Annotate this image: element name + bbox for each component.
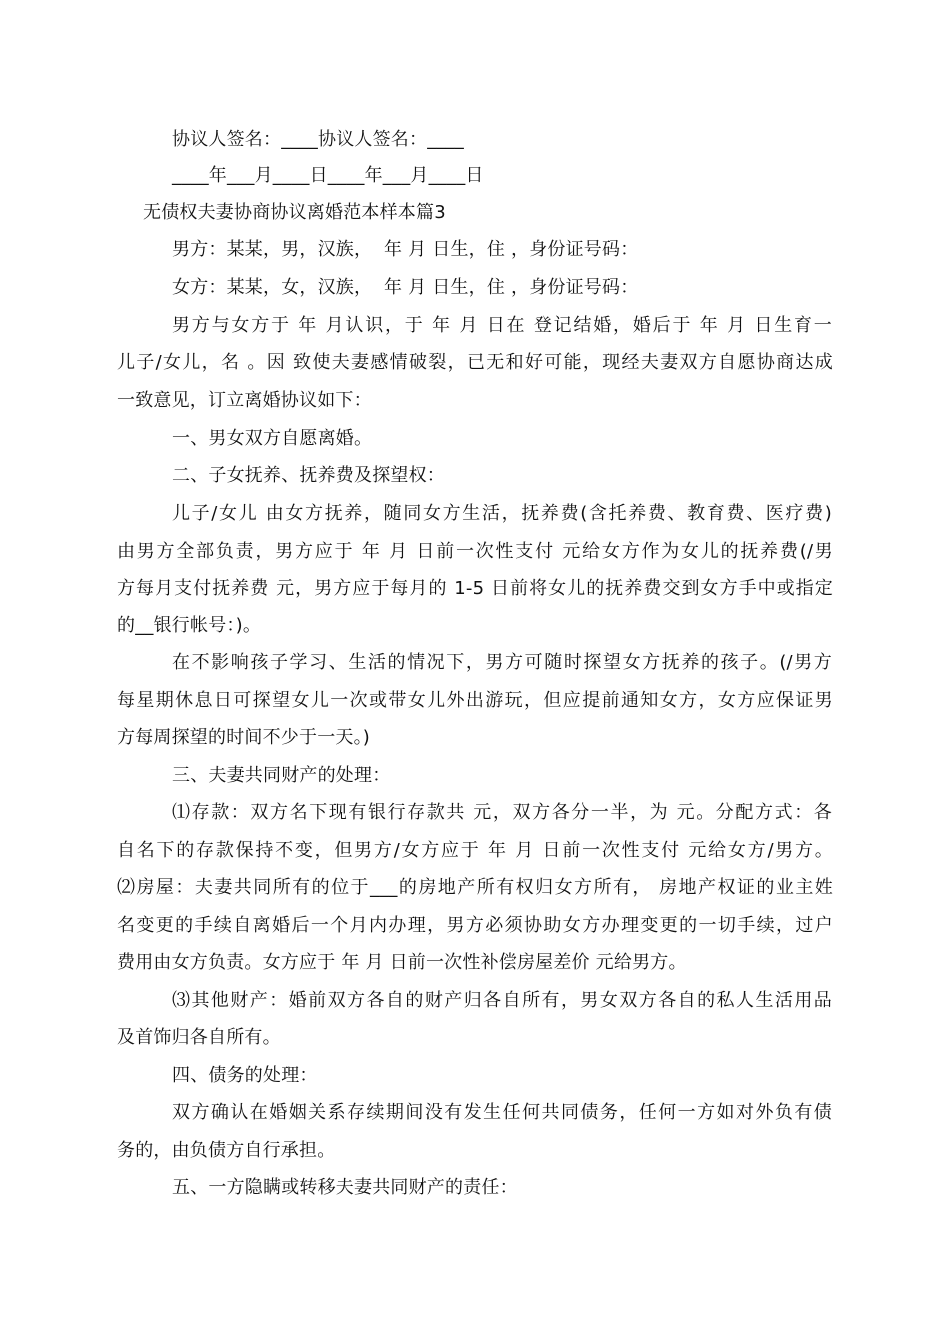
paragraph-line: 方每周探望的时间不少于一天。) <box>117 727 371 748</box>
paragraph-line: 儿子/女儿，名 。因 致使夫妻感情破裂，已无和好可能，现经夫妻双方自愿协商达成 <box>117 352 833 373</box>
paragraph-line: 名变更的手续自离婚后一个月内办理，男方必须协助女方办理变更的一切手续，过户 <box>117 915 833 936</box>
paragraph-line: 自名下的存款保持不变，但男方/女方应于 年 月 日前一次性支付 元给女方/男方。 <box>117 840 833 861</box>
paragraph-line: 在不影响孩子学习、生活的情况下，男方可随时探望女方抚养的孩子。(/男方 <box>172 652 832 673</box>
paragraph-line: 一致意见，订立离婚协议如下： <box>117 390 372 411</box>
paragraph-line: 儿子/女儿 由女方抚养，随同女方生活，抚养费(含托养费、教育费、医疗费) <box>172 503 832 524</box>
clause-heading: 一、男女双方自愿离婚。 <box>172 428 373 449</box>
clause-heading: 五、一方隐瞒或转移夫妻共同财产的责任： <box>172 1177 518 1198</box>
paragraph-line: 每星期休息日可探望女儿一次或带女儿外出游玩，但应提前通知女方，女方应保证男 <box>117 690 833 711</box>
paragraph-line: ⑵房屋：夫妻共同所有的位于___的房地产所有权归女方所有， 房地产权证的业主姓 <box>117 877 833 898</box>
paragraph-line: 方每月支付抚养费 元，男方应于每月的 1-5 日前将女儿的抚养费交到女方手中或指定 <box>117 578 833 599</box>
man-info: 男方：某某，男，汉族， 年 月 日生，住 ，身份证号码： <box>172 239 639 260</box>
clause-heading: 四、债务的处理： <box>172 1065 318 1086</box>
paragraph-line: 男方与女方于 年 月认识，于 年 月 日在 登记结婚，婚后于 年 月 日生育一 <box>172 315 832 336</box>
clause-heading: 二、子女抚养、抚养费及探望权： <box>172 465 445 486</box>
paragraph-line: 双方确认在婚姻关系存续期间没有发生任何共同债务，任何一方如对外负有债 <box>172 1102 832 1123</box>
date-line: ____年___月____日____年___月____日 <box>172 165 484 186</box>
paragraph-line: ⑶其他财产：婚前双方各自的财产归各自所有，男女双方各自的私人生活用品 <box>172 990 832 1011</box>
woman-info: 女方：某某，女，汉族， 年 月 日生，住 ，身份证号码： <box>172 277 639 298</box>
paragraph-line: 费用由女方负责。女方应于 年 月 日前一次性补偿房屋差价 元给男方。 <box>117 952 687 973</box>
paragraph-line: 的__银行帐号：)。 <box>117 615 262 636</box>
paragraph-line: 由男方全部负责，男方应于 年 月 日前一次性支付 元给女方作为女儿的抚养费(/男 <box>117 541 833 562</box>
paragraph-line: ⑴存款：双方名下现有银行存款共 元，双方各分一半，为 元。分配方式：各 <box>172 802 832 823</box>
section-title: 无债权夫妻协商协议离婚范本样本篇3 <box>143 202 446 223</box>
paragraph-line: 及首饰归各自所有。 <box>117 1027 281 1048</box>
clause-heading: 三、夫妻共同财产的处理： <box>172 765 391 786</box>
paragraph-line: 务的，由负债方自行承担。 <box>117 1140 336 1161</box>
signature-line: 协议人签名：____协议人签名：____ <box>172 129 464 150</box>
